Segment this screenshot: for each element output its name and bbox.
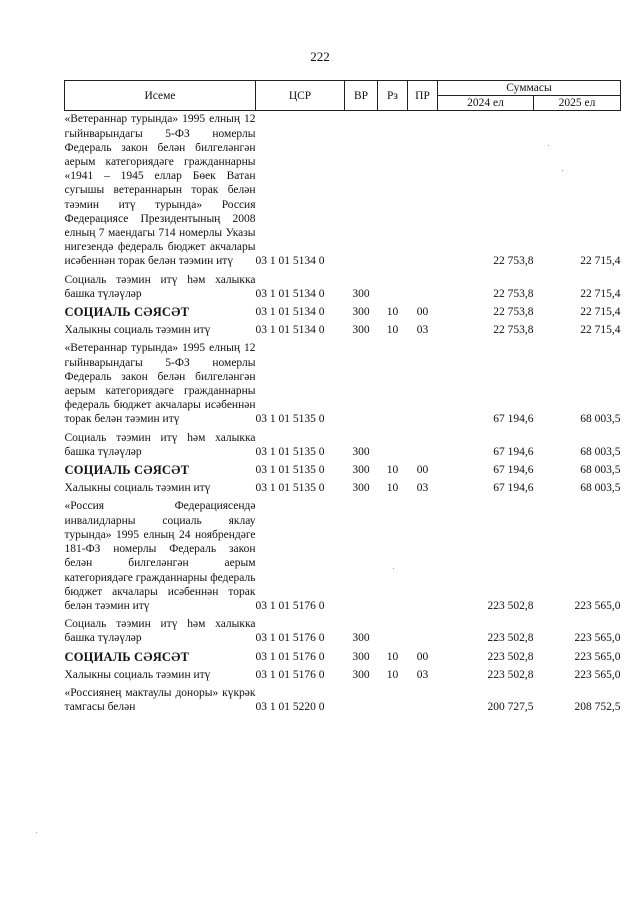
row-rz: 10: [386, 464, 399, 477]
row-amount-2025: 223 565,0: [574, 650, 621, 663]
row-rz: [378, 498, 408, 616]
table-row: [65, 272, 621, 304]
header-name: Исеме: [65, 81, 256, 111]
row-vr: 300: [352, 632, 370, 645]
row-name: «Ветераннар турында» 1995 елның 12 гыйнварындагы 5-ФЗ номерлы Федераль закон белән билгеләнгән аерым категориядәге гражданнарны федераль бюджет акчалары исәбеннән торак белән тәэмин итү: [64, 342, 256, 426]
row-vr: 300: [352, 445, 370, 458]
row-pr: 03: [416, 482, 429, 495]
row-name: Социаль тәэмин итү һәм халыкка башка түләүләр: [64, 431, 256, 458]
row-name: «Россиянең мактаулы доноры» күкрәк тамгасы белән: [64, 686, 256, 714]
header-rz: Рз: [378, 81, 408, 111]
header-year-2025: 2025 ел: [534, 96, 621, 111]
row-pr: [408, 430, 438, 462]
row-pr: 00: [416, 464, 429, 477]
row-vr: 300: [352, 287, 370, 300]
row-rz: 10: [386, 324, 399, 337]
row-name: «Ветераннар турында» 1995 елның 12 гыйнварындагы 5-ФЗ номерлы Федераль закон белән билгеләнгән аерым категориядәге гражданнарны «1941 – 1945 еллар Бөек Ватан сугышы ветераннарын торак белән тәэмин итү турында» Россия Федерациясе Президентының 2008 елның 7 маендагы 714 номерлы Указы нигезендә федераль бюджет акчалары исәбеннән торак белән тәэмин итү: [64, 113, 256, 268]
row-name: СОЦИАЛЬ СӘЯСӘТ: [64, 649, 190, 664]
table-row: [65, 430, 621, 462]
header-vr: ВР: [345, 81, 378, 111]
row-amount-2024: 22 753,8: [493, 255, 534, 268]
scan-speck: [36, 832, 37, 833]
row-vr: [345, 111, 378, 272]
row-name: СОЦИАЛЬ СӘЯСӘТ: [64, 305, 190, 320]
row-amount-2024: 67 194,6: [493, 464, 534, 477]
row-pr: 03: [416, 668, 429, 681]
row-csr: 03 1 01 5134 0: [255, 306, 325, 319]
header-sums: Суммасы: [438, 81, 621, 96]
row-pr: [408, 272, 438, 304]
row-rz: 10: [386, 306, 399, 319]
row-amount-2025: 68 003,5: [580, 445, 621, 458]
row-csr: 03 1 01 5176 0: [255, 668, 325, 681]
row-rz: [378, 111, 408, 272]
row-vr: 300: [352, 306, 370, 319]
page-number: 222: [310, 49, 330, 64]
table-row: [65, 480, 621, 498]
row-amount-2024: 223 502,8: [487, 650, 534, 663]
row-rz: [378, 340, 408, 429]
row-amount-2024: 22 753,8: [493, 324, 534, 337]
row-csr: 03 1 01 5135 0: [255, 413, 325, 426]
row-name: Халыкны социаль тәэмин итү: [64, 324, 211, 337]
row-csr: 03 1 01 5220 0: [255, 701, 325, 714]
row-vr: 300: [352, 482, 370, 495]
table-row: [65, 685, 621, 717]
row-csr: 03 1 01 5135 0: [255, 464, 325, 477]
table-row: [65, 111, 621, 272]
row-name: Халыкны социаль тәэмин итү: [64, 668, 211, 681]
row-csr: 03 1 01 5135 0: [255, 445, 325, 458]
row-pr: [408, 685, 438, 717]
row-rz: 10: [386, 668, 399, 681]
header-pr: ПР: [408, 81, 438, 111]
row-csr: 03 1 01 5134 0: [255, 255, 325, 268]
row-amount-2024: 223 502,8: [487, 599, 534, 612]
header-year-2024: 2024 ел: [438, 96, 534, 111]
row-vr: [345, 685, 378, 717]
row-amount-2024: 67 194,6: [493, 413, 534, 426]
table-row: [65, 340, 621, 429]
row-vr: 300: [352, 668, 370, 681]
row-amount-2024: 223 502,8: [487, 632, 534, 645]
row-pr: 03: [416, 324, 429, 337]
row-amount-2025: 223 565,0: [574, 599, 621, 612]
scan-speck: [393, 568, 394, 569]
row-rz: [378, 272, 408, 304]
row-amount-2025: 22 715,4: [580, 255, 621, 268]
row-vr: [345, 498, 378, 616]
table-row: [65, 667, 621, 685]
row-csr: 03 1 01 5134 0: [255, 287, 325, 300]
row-name: Социаль тәэмин итү һәм халыкка башка түләүләр: [64, 618, 256, 645]
row-amount-2024: 22 753,8: [493, 306, 534, 319]
row-vr: 300: [352, 324, 370, 337]
row-rz: [378, 616, 408, 648]
row-amount-2024: 67 194,6: [493, 482, 534, 495]
row-amount-2025: 223 565,0: [574, 668, 621, 681]
scan-speck: [548, 145, 549, 146]
row-amount-2024: 22 753,8: [493, 287, 534, 300]
scan-speck: [562, 170, 563, 171]
row-vr: 300: [352, 464, 370, 477]
table-row: [65, 462, 621, 480]
row-name: СОЦИАЛЬ СӘЯСӘТ: [64, 463, 190, 478]
row-rz: [378, 430, 408, 462]
row-name: Социаль тәэмин итү һәм халыкка башка түләүләр: [64, 273, 256, 300]
row-csr: 03 1 01 5135 0: [255, 482, 325, 495]
table-row: [65, 322, 621, 340]
row-csr: 03 1 01 5134 0: [255, 324, 325, 337]
row-pr: [408, 498, 438, 616]
row-csr: 03 1 01 5176 0: [255, 650, 325, 663]
row-csr: 03 1 01 5176 0: [255, 599, 325, 612]
header-csr: ЦСР: [256, 81, 345, 111]
row-name: Халыкны социаль тәэмин итү: [64, 482, 211, 495]
table-row: [65, 498, 621, 616]
row-amount-2024: 67 194,6: [493, 445, 534, 458]
row-pr: 00: [416, 306, 429, 319]
table-row: [65, 616, 621, 648]
row-pr: [408, 340, 438, 429]
table-row: [65, 649, 621, 667]
row-amount-2025: 22 715,4: [580, 324, 621, 337]
row-rz: [378, 685, 408, 717]
row-pr: [408, 111, 438, 272]
row-rz: 10: [386, 482, 399, 495]
row-pr: 00: [416, 650, 429, 663]
row-amount-2024: 223 502,8: [487, 668, 534, 681]
row-amount-2025: 22 715,4: [580, 306, 621, 319]
row-amount-2025: 68 003,5: [580, 482, 621, 495]
row-pr: [408, 616, 438, 648]
row-amount-2025: 223 565,0: [574, 632, 621, 645]
row-rz: 10: [386, 650, 399, 663]
row-amount-2024: 200 727,5: [487, 701, 534, 714]
budget-table: [64, 80, 621, 717]
row-amount-2025: 68 003,5: [580, 464, 621, 477]
table-body: [65, 111, 621, 717]
row-amount-2025: 208 752,5: [574, 701, 621, 714]
row-csr: 03 1 01 5176 0: [255, 632, 325, 645]
row-amount-2025: 68 003,5: [580, 413, 621, 426]
row-amount-2025: 22 715,4: [580, 287, 621, 300]
row-vr: 300: [352, 650, 370, 663]
row-name: «Россия Федерациясендә инвалидларны социаль яклау турында» 1995 елның 24 ноябрендәге 181-ФЗ номерлы Федераль закон белән билгеләнгән аерым категориядәге гражданнарны федераль бюджет акчалары исәбеннән торак белән тәэмин итү: [64, 500, 256, 612]
row-vr: [345, 340, 378, 429]
table-row: [65, 304, 621, 322]
